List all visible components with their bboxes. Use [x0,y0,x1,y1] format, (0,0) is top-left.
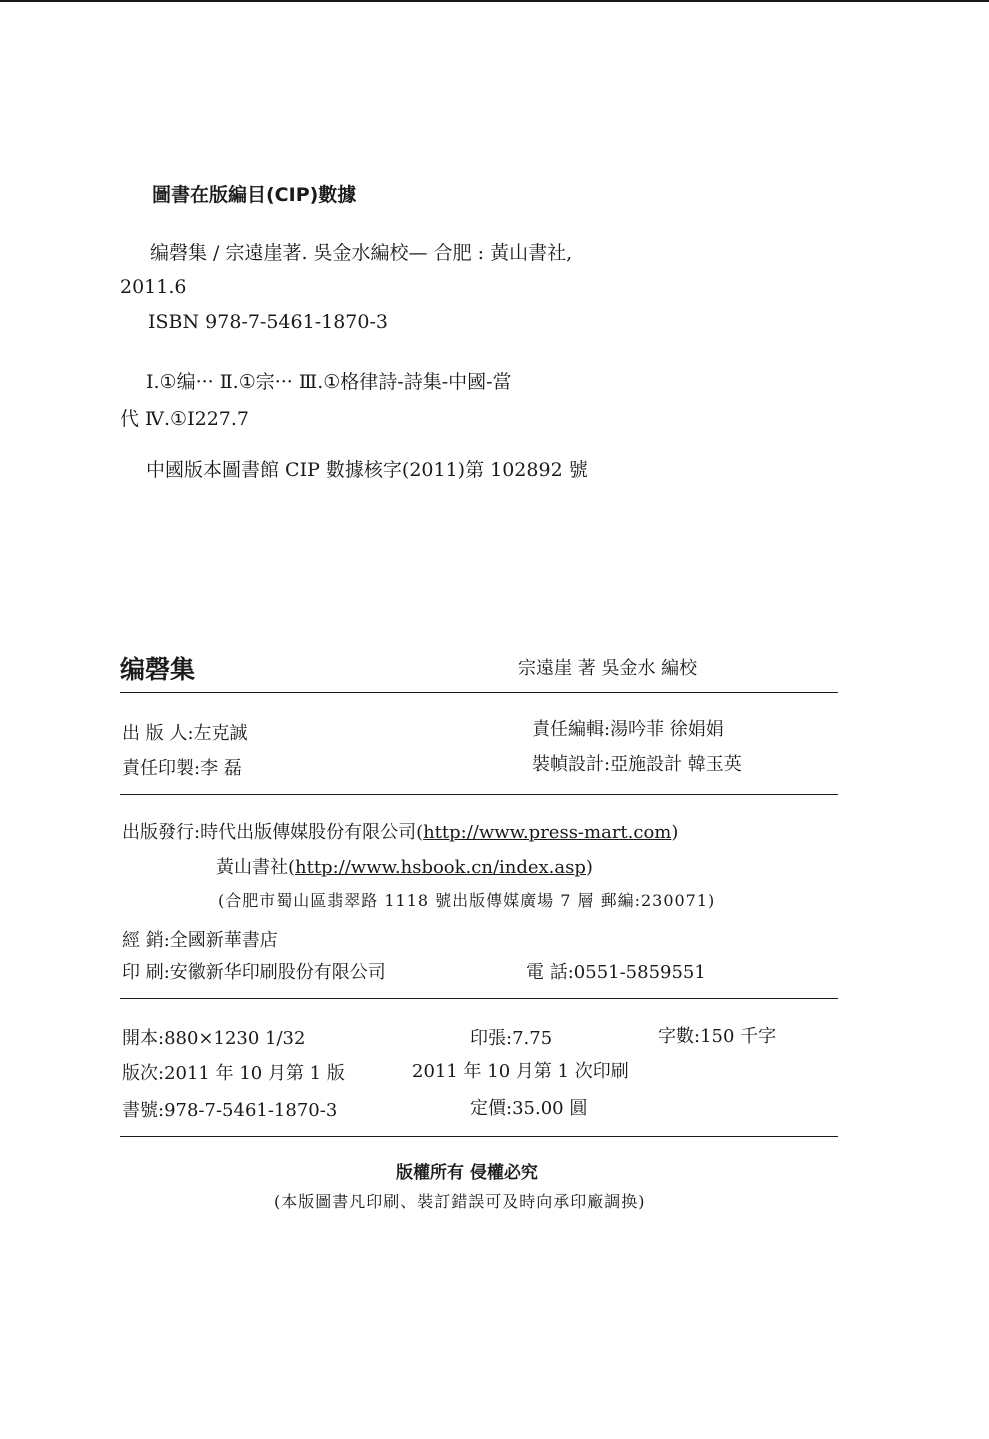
publisher-person: 出 版 人:左克誠 [122,723,248,744]
book-format: 開本:880×1230 1/32 [122,1028,306,1049]
cip-line-2: 2011.6 [120,276,187,298]
publisher-url[interactable]: http://www.press-mart.com [423,822,672,843]
top-border [0,0,989,2]
printing: 2011 年 10 月第 1 次印刷 [412,1061,629,1082]
divider-1 [120,692,838,693]
imprint-url[interactable]: http://www.hsbook.cn/index.asp [295,857,586,878]
imprint-url-close: ) [585,857,593,878]
word-count: 字數:150 千字 [658,1026,777,1047]
divider-4 [120,1136,838,1137]
book-authors: 宗遠崖 著 吳金水 編校 [518,658,698,679]
edition: 版次:2011 年 10 月第 1 版 [122,1063,345,1084]
cover-designer: 裝幀設計:亞施設計 韓玉英 [532,754,742,775]
publisher-address: (合肥市蜀山區翡翠路 1118 號出版傳媒廣場 7 層 郵編:230071) [218,891,716,910]
book-title: 编磬集 [120,655,196,684]
cip-heading: 圖書在版編目(CIP)數據 [152,184,357,206]
cip-record-number: 中國版本圖書館 CIP 數據核字(2011)第 102892 號 [146,459,588,481]
responsible-editors: 責任編輯:湯吟菲 徐娟娟 [532,719,724,740]
cip-line-1: 编磬集 / 宗遠崖著. 吳金水編校— 合肥 : 黃山書社, [150,242,573,264]
divider-2 [120,794,838,795]
printer: 印 刷:安徽新华印刷股份有限公司 [122,962,386,983]
distributor: 經 銷:全國新華書店 [122,930,278,951]
printed-sheets: 印張:7.75 [470,1028,553,1049]
imprint-name: 黃山書社( [216,857,296,878]
phone: 電 話:0551-5859551 [526,962,706,983]
publisher-line [122,818,678,844]
cip-classification-2: 代 Ⅳ.①I227.7 [120,408,249,430]
book-number: 書號:978-7-5461-1870-3 [122,1100,338,1121]
imprint-line [216,853,593,879]
publisher-url-close: ) [671,822,679,843]
replacement-notice: (本版圖書凡印刷、裝訂錯誤可及時向承印廠調换) [274,1192,646,1211]
rights-reserved: 版權所有 侵權必究 [396,1163,538,1183]
divider-3 [120,998,838,999]
publisher-label: 出版發行:時代出版傳媒股份有限公司( [122,822,424,843]
cip-isbn: ISBN 978-7-5461-1870-3 [148,311,388,333]
cip-classification-1: Ⅰ.①编··· Ⅱ.①宗··· Ⅲ.①格律詩-詩集-中國-當 [146,371,512,393]
price: 定價:35.00 圓 [470,1098,588,1119]
print-supervisor: 責任印製:李 磊 [122,758,242,779]
